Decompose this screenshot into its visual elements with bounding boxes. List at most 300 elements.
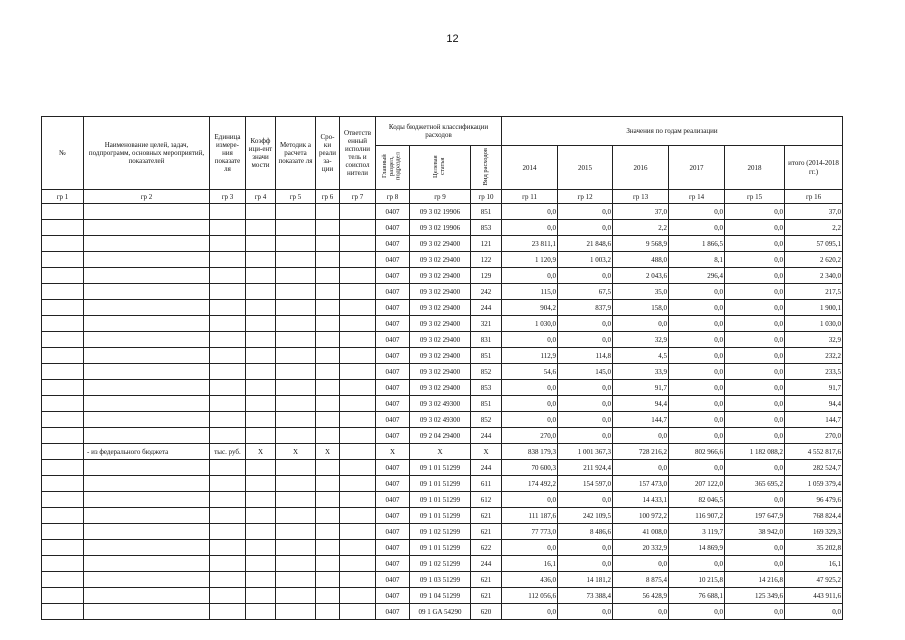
header-unit: Единица измере-ния показате ля [210,117,246,190]
cell-unit [210,252,246,268]
table-row [42,540,843,556]
cell-unit [210,316,246,332]
cell-expense-type: 612 [471,492,502,508]
cell-value-2018: 0,0 [725,380,785,396]
cell-unit [210,300,246,316]
cell-value-2015: 0,0 [558,396,613,412]
cell-value-2014: 1 030,0 [502,316,558,332]
cell-name [84,572,210,588]
cell-target-code: 09 3 02 19906 [410,220,471,236]
group-label: гр 5 [276,190,316,204]
cell-section-code: 0407 [376,284,410,300]
cell-expense-type: 242 [471,284,502,300]
cell-value-2018: 0,0 [725,428,785,444]
cell-expense-type: 852 [471,412,502,428]
cell-unit [210,380,246,396]
cell-coefficient [246,556,276,572]
cell-value-2014: 0,0 [502,604,558,620]
cell-value-2014: 77 773,0 [502,524,558,540]
cell-terms [316,604,340,620]
cell-value-total: 1 900,1 [785,300,843,316]
cell-section-code: 0407 [376,492,410,508]
cell-name [84,396,210,412]
cell-section-code: 0407 [376,428,410,444]
table-row [42,332,843,348]
cell-value-2017: 0,0 [669,204,725,220]
table-row [42,300,843,316]
cell-value-2014: 112,9 [502,348,558,364]
cell-method [276,284,316,300]
cell-responsible [340,204,376,220]
cell-value-2017: 0,0 [669,604,725,620]
cell-value-2018: 0,0 [725,604,785,620]
cell-value-2016: 91,7 [613,380,669,396]
cell-terms [316,364,340,380]
cell-unit [210,540,246,556]
cell-value-2017: 0,0 [669,460,725,476]
cell-value-2017: 0,0 [669,364,725,380]
cell-unit [210,460,246,476]
cell-responsible [340,604,376,620]
cell-method [276,524,316,540]
cell-terms [316,540,340,556]
table-row [42,316,843,332]
cell-unit [210,348,246,364]
cell-responsible [340,332,376,348]
cell-target-code: 09 3 02 29400 [410,380,471,396]
cell-value-2015: 837,9 [558,300,613,316]
cell-value-2017: 14 869,9 [669,540,725,556]
group-label: гр 1 [42,190,84,204]
cell-value-2014: 0,0 [502,412,558,428]
cell-name [84,268,210,284]
cell-target-code: 09 3 02 29400 [410,300,471,316]
cell-value-total: 2 340,0 [785,268,843,284]
cell-coefficient [246,524,276,540]
cell-value-total: 169 329,3 [785,524,843,540]
cell-target-code: 09 1 01 51299 [410,492,471,508]
cell-terms [316,380,340,396]
cell-method [276,396,316,412]
cell-value-total: 96 479,6 [785,492,843,508]
cell-value-2018: 0,0 [725,348,785,364]
table-row [42,444,843,460]
cell-value-2017: 0,0 [669,428,725,444]
cell-coefficient [246,428,276,444]
header-year-2018: 2018 [725,146,785,190]
cell-no [42,572,84,588]
table-row [42,380,843,396]
cell-value-2015: 0,0 [558,316,613,332]
group-label: гр 12 [558,190,613,204]
cell-responsible [340,540,376,556]
cell-method [276,332,316,348]
cell-value-2015: 1 001 367,3 [558,444,613,460]
cell-coefficient [246,364,276,380]
cell-terms [316,428,340,444]
cell-no [42,268,84,284]
cell-method [276,556,316,572]
cell-responsible [340,556,376,572]
group-label: гр 6 [316,190,340,204]
cell-method [276,236,316,252]
cell-value-total: 144,7 [785,412,843,428]
cell-name [84,348,210,364]
cell-value-2016: 20 332,9 [613,540,669,556]
cell-value-2017: 0,0 [669,332,725,348]
group-label: гр 13 [613,190,669,204]
cell-value-2015: 0,0 [558,428,613,444]
cell-name [84,284,210,300]
cell-method [276,316,316,332]
cell-method [276,380,316,396]
cell-responsible [340,588,376,604]
cell-value-total: 4 552 817,6 [785,444,843,460]
cell-section-code: 0407 [376,572,410,588]
cell-unit [210,428,246,444]
cell-value-total: 35 202,8 [785,540,843,556]
cell-no [42,540,84,556]
cell-value-2015: 73 388,4 [558,588,613,604]
cell-target-code: 09 3 02 49300 [410,412,471,428]
cell-method: X [276,444,316,460]
cell-responsible [340,412,376,428]
cell-value-2016: 488,0 [613,252,669,268]
cell-value-total: 270,0 [785,428,843,444]
cell-expense-type: 851 [471,348,502,364]
cell-expense-type: 853 [471,220,502,236]
cell-no [42,316,84,332]
cell-expense-type: 621 [471,508,502,524]
cell-expense-type: 611 [471,476,502,492]
cell-terms [316,348,340,364]
cell-value-2018: 125 349,6 [725,588,785,604]
cell-terms [316,396,340,412]
page-number: 12 [446,33,459,45]
cell-value-2015: 0,0 [558,220,613,236]
cell-unit [210,588,246,604]
cell-value-2015: 0,0 [558,332,613,348]
cell-value-2015: 0,0 [558,604,613,620]
cell-no [42,556,84,572]
cell-terms: X [316,444,340,460]
cell-target-code: 09 1 02 51299 [410,524,471,540]
cell-value-total: 2,2 [785,220,843,236]
cell-value-2015: 0,0 [558,556,613,572]
table-row [42,204,843,220]
cell-value-2017: 76 688,1 [669,588,725,604]
group-label: гр 10 [471,190,502,204]
cell-value-2018: 38 942,0 [725,524,785,540]
cell-no [42,428,84,444]
cell-expense-type: 244 [471,428,502,444]
cell-name [84,604,210,620]
cell-value-2017: 0,0 [669,300,725,316]
cell-coefficient [246,508,276,524]
cell-target-code: 09 3 02 29400 [410,332,471,348]
cell-no [42,332,84,348]
cell-responsible [340,220,376,236]
cell-method [276,428,316,444]
cell-coefficient [246,396,276,412]
cell-value-2017: 116 907,2 [669,508,725,524]
cell-coefficient [246,268,276,284]
cell-value-2016: 8 875,4 [613,572,669,588]
table-row [42,412,843,428]
cell-value-2016: 0,0 [613,316,669,332]
cell-terms [316,300,340,316]
cell-terms [316,284,340,300]
cell-value-2015: 0,0 [558,380,613,396]
cell-value-2015: 0,0 [558,204,613,220]
cell-value-2017: 207 122,0 [669,476,725,492]
cell-coefficient [246,284,276,300]
cell-method [276,300,316,316]
cell-value-2016: 0,0 [613,604,669,620]
cell-value-2018: 0,0 [725,236,785,252]
cell-unit [210,204,246,220]
cell-value-2015: 242 109,5 [558,508,613,524]
cell-method [276,412,316,428]
cell-no [42,204,84,220]
cell-value-2017: 1 866,5 [669,236,725,252]
cell-value-2014: 0,0 [502,268,558,284]
header-section [376,146,410,190]
cell-no [42,604,84,620]
cell-section-code: 0407 [376,380,410,396]
cell-no [42,492,84,508]
cell-value-2014: 436,0 [502,572,558,588]
cell-section-code: 0407 [376,252,410,268]
cell-value-2014: 0,0 [502,332,558,348]
cell-coefficient [246,348,276,364]
cell-section-code: 0407 [376,220,410,236]
cell-name [84,252,210,268]
cell-no [42,348,84,364]
cell-coefficient [246,492,276,508]
cell-value-2014: 1 120,9 [502,252,558,268]
header-year-2015: 2015 [558,146,613,190]
cell-value-2015: 1 003,2 [558,252,613,268]
cell-no [42,508,84,524]
cell-unit [210,396,246,412]
cell-value-2018: 0,0 [725,492,785,508]
cell-method [276,204,316,220]
cell-value-2015: 14 181,2 [558,572,613,588]
cell-method [276,572,316,588]
cell-terms [316,332,340,348]
header-total: итого (2014-2018 гг.) [785,146,843,190]
cell-method [276,540,316,556]
cell-target-code: 09 3 02 29400 [410,268,471,284]
cell-target-code: X [410,444,471,460]
cell-name [84,316,210,332]
cell-section-code: 0407 [376,476,410,492]
cell-value-2015: 67,5 [558,284,613,300]
cell-coefficient [246,220,276,236]
cell-no [42,460,84,476]
cell-section-code: 0407 [376,204,410,220]
cell-terms [316,492,340,508]
cell-value-total: 1 030,0 [785,316,843,332]
cell-value-2017: 802 966,6 [669,444,725,460]
cell-target-code: 09 3 02 19906 [410,204,471,220]
cell-section-code: 0407 [376,524,410,540]
header-name: Наименование целей, задач, подпрограмм, основных мероприятий, показателей [84,117,210,190]
cell-expense-type: 129 [471,268,502,284]
cell-value-2016: 2,2 [613,220,669,236]
cell-value-2014: 0,0 [502,220,558,236]
cell-value-2018: 1 182 088,2 [725,444,785,460]
cell-section-code: 0407 [376,540,410,556]
cell-target-code: 09 3 02 29400 [410,284,471,300]
cell-target-code: 09 1 01 51299 [410,540,471,556]
cell-expense-type: 851 [471,396,502,412]
group-label: гр 9 [410,190,471,204]
cell-value-2015: 0,0 [558,412,613,428]
cell-value-2014: 111 187,6 [502,508,558,524]
cell-coefficient [246,540,276,556]
cell-value-2018: 0,0 [725,332,785,348]
cell-responsible [340,252,376,268]
cell-target-code: 09 1 04 51299 [410,588,471,604]
cell-name [84,332,210,348]
cell-target-code: 09 1 01 51299 [410,460,471,476]
cell-value-total: 233,5 [785,364,843,380]
cell-value-2018: 0,0 [725,412,785,428]
table-row [42,284,843,300]
cell-value-2014: 70 600,3 [502,460,558,476]
cell-value-2018: 0,0 [725,316,785,332]
cell-value-2018: 0,0 [725,460,785,476]
cell-value-2017: 8,1 [669,252,725,268]
cell-no [42,220,84,236]
cell-value-2014: 112 056,6 [502,588,558,604]
cell-method [276,492,316,508]
cell-value-2017: 0,0 [669,556,725,572]
header-terms: Сро-ки реали за-ции [316,117,340,190]
cell-value-2016: 9 568,9 [613,236,669,252]
cell-no [42,300,84,316]
cell-unit [210,364,246,380]
cell-name [84,588,210,604]
header-yearly-values: Значения по годам реализации [502,117,843,146]
header-section-label: Главный раздел, подраздел [381,152,402,181]
cell-method [276,508,316,524]
cell-coefficient [246,316,276,332]
cell-value-2014: 54,6 [502,364,558,380]
cell-unit [210,220,246,236]
cell-value-total: 91,7 [785,380,843,396]
cell-section-code: 0407 [376,348,410,364]
cell-value-2014: 115,0 [502,284,558,300]
cell-value-2015: 0,0 [558,268,613,284]
cell-value-total: 16,1 [785,556,843,572]
cell-value-2017: 0,0 [669,380,725,396]
cell-value-total: 0,0 [785,604,843,620]
cell-value-total: 232,2 [785,348,843,364]
cell-responsible [340,428,376,444]
cell-method [276,268,316,284]
cell-section-code: 0407 [376,236,410,252]
cell-expense-type: 122 [471,252,502,268]
cell-unit [210,508,246,524]
cell-unit [210,524,246,540]
cell-value-2016: 2 043,6 [613,268,669,284]
cell-coefficient [246,572,276,588]
cell-target-code: 09 1 01 51299 [410,508,471,524]
cell-expense-type: 121 [471,236,502,252]
cell-value-total: 47 925,2 [785,572,843,588]
cell-value-2014: 23 811,1 [502,236,558,252]
cell-value-2014: 16,1 [502,556,558,572]
cell-terms [316,556,340,572]
cell-value-2016: 0,0 [613,556,669,572]
group-label: гр 2 [84,190,210,204]
cell-value-2018: 0,0 [725,252,785,268]
cell-expense-type: 831 [471,332,502,348]
header-method: Методик а расчета показате ля [276,117,316,190]
cell-value-2018: 0,0 [725,556,785,572]
cell-target-code: 09 3 02 29400 [410,316,471,332]
group-label: гр 3 [210,190,246,204]
group-label: гр 7 [340,190,376,204]
table-row [42,460,843,476]
cell-coefficient [246,588,276,604]
table-row [42,556,843,572]
cell-responsible [340,348,376,364]
cell-value-2015: 211 924,4 [558,460,613,476]
cell-responsible [340,460,376,476]
cell-unit [210,236,246,252]
group-label: гр 15 [725,190,785,204]
cell-terms [316,220,340,236]
cell-value-2016: 35,0 [613,284,669,300]
cell-value-total: 94,4 [785,396,843,412]
cell-coefficient: X [246,444,276,460]
cell-value-2018: 0,0 [725,364,785,380]
cell-value-2014: 0,0 [502,492,558,508]
cell-value-2015: 8 486,6 [558,524,613,540]
cell-method [276,252,316,268]
cell-value-total: 37,0 [785,204,843,220]
table-row [42,268,843,284]
cell-value-2014: 904,2 [502,300,558,316]
table-row [42,220,843,236]
table-row [42,364,843,380]
cell-value-2018: 197 647,9 [725,508,785,524]
cell-section-code: 0407 [376,268,410,284]
cell-method [276,476,316,492]
cell-value-2017: 296,4 [669,268,725,284]
cell-terms [316,252,340,268]
cell-name [84,380,210,396]
cell-value-2015: 114,8 [558,348,613,364]
cell-terms [316,476,340,492]
cell-value-2016: 41 008,0 [613,524,669,540]
cell-value-2016: 32,9 [613,332,669,348]
cell-section-code: 0407 [376,460,410,476]
cell-name [84,460,210,476]
cell-terms [316,268,340,284]
cell-value-2018: 0,0 [725,268,785,284]
cell-value-2014: 838 179,3 [502,444,558,460]
cell-name [84,236,210,252]
cell-responsible [340,508,376,524]
cell-value-2017: 0,0 [669,284,725,300]
cell-value-2018: 14 216,8 [725,572,785,588]
cell-method [276,604,316,620]
